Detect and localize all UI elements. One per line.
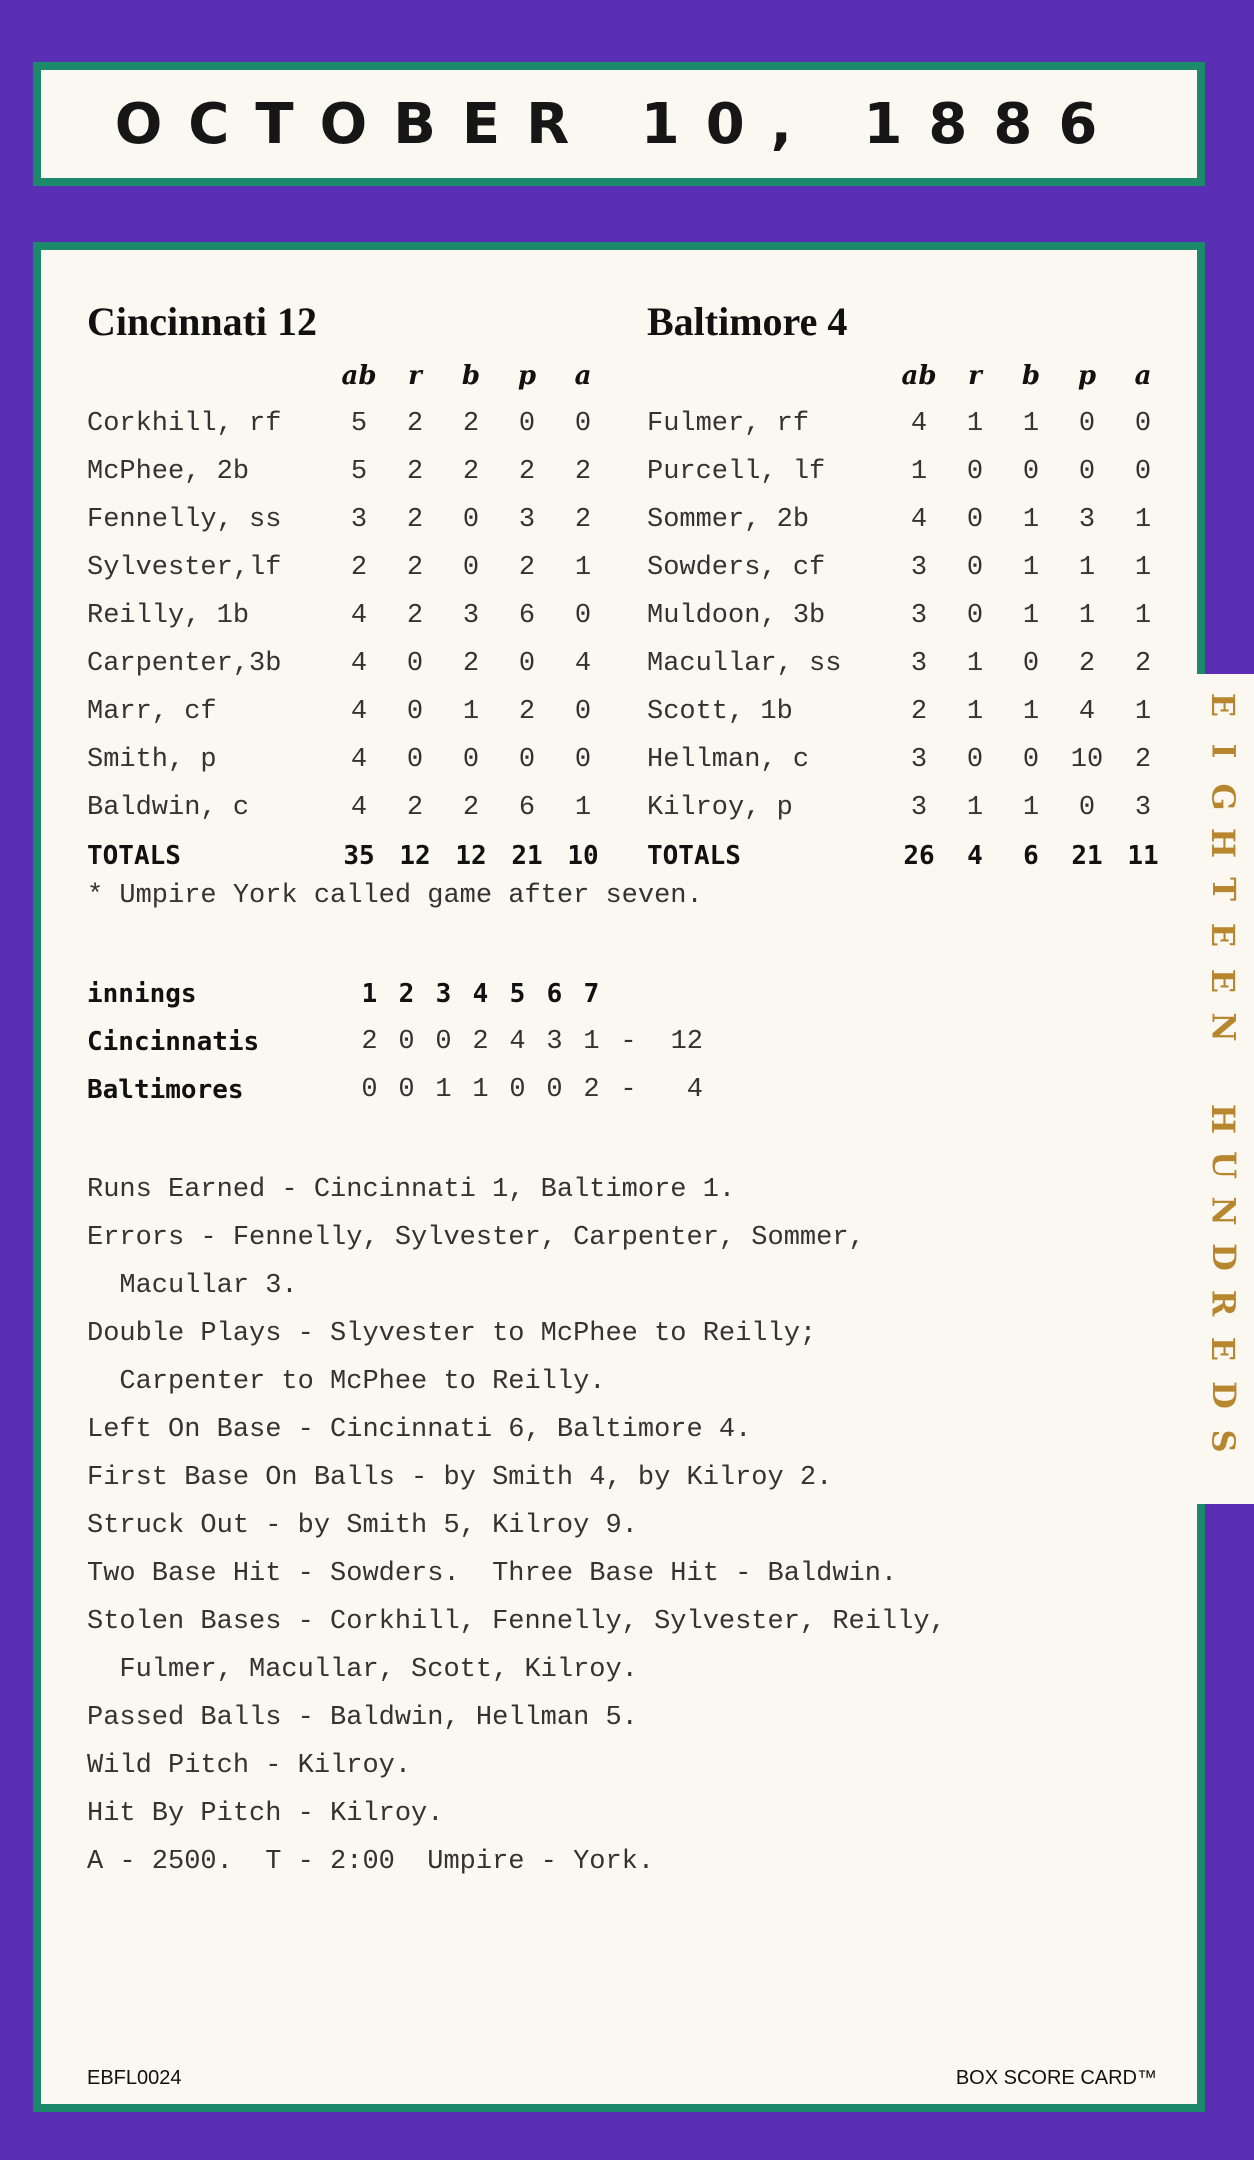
stat-r: 1: [966, 697, 984, 727]
inning-score: 0: [398, 1075, 415, 1105]
player-name: Sommer, 2b: [647, 505, 810, 535]
total-a: 11: [1127, 841, 1159, 871]
stat-r: 0: [966, 745, 984, 775]
stat-b: 2: [462, 457, 480, 487]
line-score-table: [87, 970, 703, 1114]
note-line: First Base On Balls - by Smith 4, by Kilroy 2.: [87, 1463, 833, 1493]
note-line: Stolen Bases - Corkhill, Fennelly, Sylvester, Reilly,: [87, 1607, 946, 1637]
total-r: 4: [967, 841, 983, 871]
totals-row: [647, 832, 1171, 880]
box-header-row: [647, 352, 1171, 400]
stat-a: 2: [574, 457, 592, 487]
stat-b: 1: [462, 697, 480, 727]
stat-ab: 2: [350, 553, 368, 583]
stat-p: 2: [1078, 649, 1096, 679]
player-row: [647, 400, 1171, 448]
home-box-table: [87, 352, 611, 880]
side-label-letter: G: [1204, 783, 1243, 811]
inning-score: 0: [398, 1027, 415, 1057]
stat-ab: 4: [350, 649, 368, 679]
note-line: Passed Balls - Baldwin, Hellman 5.: [87, 1703, 638, 1733]
inning-score: 2: [583, 1075, 600, 1105]
inning-number: 3: [435, 979, 452, 1009]
column-header-p: p: [1077, 361, 1097, 391]
stat-r: 2: [406, 601, 424, 631]
side-label-letter: H: [1204, 827, 1243, 859]
side-tab: [1193, 674, 1254, 1504]
note-line: Carpenter to McPhee to Reilly.: [87, 1367, 606, 1397]
player-row: [647, 688, 1171, 736]
player-name: Hellman, c: [647, 745, 810, 775]
stat-r: 2: [406, 409, 424, 439]
innings-label: innings: [87, 979, 197, 1009]
stat-ab: 4: [350, 697, 368, 727]
total-p: 21: [1071, 841, 1103, 871]
stat-ab: 4: [350, 793, 368, 823]
column-header-r: r: [408, 361, 422, 391]
column-header-ab: ab: [341, 361, 377, 391]
player-row: [87, 688, 611, 736]
player-name: Sylvester,lf: [87, 553, 282, 583]
note-line: Runs Earned - Cincinnati 1, Baltimore 1.: [87, 1175, 736, 1205]
inning-score: 1: [583, 1027, 600, 1057]
stat-ab: 3: [910, 649, 928, 679]
stat-r: 1: [966, 649, 984, 679]
stat-ab: 4: [350, 745, 368, 775]
note-line: Macullar 3.: [87, 1271, 298, 1301]
side-label-letter: D: [1204, 1381, 1243, 1409]
player-row: [87, 640, 611, 688]
player-row: [87, 496, 611, 544]
inning-score: 3: [546, 1027, 563, 1057]
inning-score: 0: [361, 1075, 378, 1105]
note-line: Fulmer, Macullar, Scott, Kilroy.: [87, 1655, 638, 1685]
stat-p: 0: [1078, 793, 1096, 823]
side-label-letter: H: [1204, 1103, 1243, 1135]
stat-a: 1: [1134, 697, 1152, 727]
column-header-a: a: [1134, 361, 1152, 391]
stat-ab: 5: [350, 409, 368, 439]
side-label-letter: N: [1204, 1012, 1243, 1042]
stat-a: 0: [574, 409, 592, 439]
note-line: Double Plays - Slyvester to McPhee to Reilly;: [87, 1319, 817, 1349]
stat-a: 2: [1134, 745, 1152, 775]
stat-ab: 4: [910, 505, 928, 535]
stat-a: 0: [1134, 409, 1152, 439]
stat-a: 2: [1134, 649, 1152, 679]
line-score-total: 12: [670, 1027, 703, 1057]
stat-r: 0: [406, 697, 424, 727]
stat-ab: 1: [910, 457, 928, 487]
stat-ab: 5: [350, 457, 368, 487]
stat-ab: 4: [350, 601, 368, 631]
inning-number: 7: [583, 979, 600, 1009]
stat-r: 0: [966, 457, 984, 487]
title-panel: [33, 62, 1205, 186]
umpire-note: * Umpire York called game after seven.: [87, 881, 703, 911]
player-row: [647, 784, 1171, 832]
inning-score: 0: [546, 1075, 563, 1105]
stat-r: 2: [406, 505, 424, 535]
stat-b: 0: [1022, 457, 1040, 487]
box-header-blank: [87, 352, 331, 400]
player-row: [647, 496, 1171, 544]
player-row: [87, 784, 611, 832]
player-row: [87, 400, 611, 448]
stat-r: 1: [966, 793, 984, 823]
innings-header-row: [87, 970, 703, 1018]
player-name: Sowders, cf: [647, 553, 826, 583]
total-b: 12: [455, 841, 487, 871]
note-line: Hit By Pitch - Kilroy.: [87, 1799, 444, 1829]
stat-r: 0: [406, 649, 424, 679]
note-line: Two Base Hit - Sowders. Three Base Hit - Baldwin.: [87, 1559, 898, 1589]
note-line: A - 2500. T - 2:00 Umpire - York.: [87, 1847, 655, 1877]
player-name: Kilroy, p: [647, 793, 793, 823]
stat-b: 0: [462, 553, 480, 583]
line-score-dash: -: [620, 1075, 637, 1105]
stat-b: 1: [1022, 553, 1040, 583]
stat-p: 6: [518, 601, 536, 631]
note-line: Errors - Fennelly, Sylvester, Carpenter, Sommer,: [87, 1223, 865, 1253]
card-brand: BOX SCORE CARD™: [955, 2067, 1157, 2089]
inning-score: 2: [361, 1027, 378, 1057]
stat-ab: 2: [910, 697, 928, 727]
note-line: Struck Out - by Smith 5, Kilroy 9.: [87, 1511, 638, 1541]
stat-a: 4: [574, 649, 592, 679]
side-label-letter: T: [1204, 877, 1243, 901]
total-r: 12: [399, 841, 431, 871]
player-row: [647, 592, 1171, 640]
away-team-header: Baltimore 4: [647, 299, 848, 344]
player-row: [647, 448, 1171, 496]
player-name: Marr, cf: [87, 697, 217, 727]
stat-a: 2: [574, 505, 592, 535]
page-title: OCTOBER 10, 1886: [114, 91, 1124, 157]
player-row: [87, 544, 611, 592]
stat-p: 0: [518, 745, 536, 775]
note-line: Wild Pitch - Kilroy.: [87, 1751, 412, 1781]
stat-b: 3: [462, 601, 480, 631]
side-label-letter: U: [1204, 1151, 1243, 1179]
line-score-team: Baltimores: [87, 1075, 244, 1105]
stat-r: 2: [406, 793, 424, 823]
column-header-p: p: [517, 361, 537, 391]
inning-number: 5: [509, 979, 526, 1009]
side-label-letter: E: [1204, 968, 1243, 994]
player-name: Corkhill, rf: [87, 409, 282, 439]
player-name: McPhee, 2b: [87, 457, 250, 487]
inning-score: 4: [509, 1027, 526, 1057]
stat-b: 0: [1022, 649, 1040, 679]
stat-p: 4: [1078, 697, 1096, 727]
side-label-letter: E: [1204, 692, 1243, 718]
inning-number: 6: [546, 979, 563, 1009]
stat-r: 0: [406, 745, 424, 775]
stat-ab: 3: [910, 745, 928, 775]
stat-p: 2: [518, 697, 536, 727]
stat-a: 0: [1134, 457, 1152, 487]
stat-a: 0: [574, 745, 592, 775]
inning-score: 0: [435, 1027, 452, 1057]
stat-b: 1: [1022, 601, 1040, 631]
inning-number: 1: [361, 979, 378, 1009]
stat-b: 1: [1022, 697, 1040, 727]
stat-a: 1: [574, 793, 592, 823]
total-p: 21: [511, 841, 543, 871]
stat-b: 2: [462, 649, 480, 679]
card-code: EBFL0024: [87, 2067, 182, 2089]
player-name: Purcell, lf: [647, 457, 826, 487]
stat-p: 0: [518, 649, 536, 679]
player-name: Smith, p: [87, 745, 217, 775]
stat-r: 1: [966, 409, 984, 439]
inning-score: 0: [509, 1075, 526, 1105]
stat-r: 0: [966, 553, 984, 583]
column-header-r: r: [968, 361, 982, 391]
stat-p: 3: [518, 505, 536, 535]
stat-ab: 3: [350, 505, 368, 535]
side-label-letter: E: [1204, 1336, 1243, 1362]
stat-p: 2: [518, 457, 536, 487]
stat-p: 6: [518, 793, 536, 823]
stat-b: 1: [1022, 505, 1040, 535]
stat-p: 0: [1078, 457, 1096, 487]
player-row: [87, 592, 611, 640]
stat-ab: 3: [910, 553, 928, 583]
stat-p: 10: [1070, 745, 1104, 775]
side-label: [1193, 674, 1254, 1504]
side-label-letter: I: [1204, 743, 1243, 759]
line-score-team: Cincinnatis: [87, 1027, 260, 1057]
player-name: Scott, 1b: [647, 697, 793, 727]
box-score-content: [41, 250, 1197, 2104]
player-row: [647, 544, 1171, 592]
totals-label: TOTALS: [87, 841, 181, 871]
inning-number: 4: [472, 979, 489, 1009]
inning-score: 1: [435, 1075, 452, 1105]
line-score-row: [87, 1018, 703, 1066]
stat-a: 1: [574, 553, 592, 583]
game-notes: [87, 1166, 946, 1886]
player-name: Fennelly, ss: [87, 505, 282, 535]
stat-b: 0: [1022, 745, 1040, 775]
stat-b: 2: [462, 793, 480, 823]
total-a: 10: [567, 841, 599, 871]
player-row: [647, 736, 1171, 784]
stat-r: 2: [406, 553, 424, 583]
stat-p: 2: [518, 553, 536, 583]
side-label-letter: D: [1204, 1243, 1243, 1271]
stat-p: 0: [518, 409, 536, 439]
stat-ab: 3: [910, 601, 928, 631]
player-name: Fulmer, rf: [647, 409, 810, 439]
stat-r: 2: [406, 457, 424, 487]
total-ab: 35: [343, 841, 375, 871]
title-inner: [41, 70, 1197, 178]
side-label-letter: E: [1204, 922, 1243, 948]
total-b: 6: [1023, 841, 1039, 871]
line-score-row: [87, 1066, 703, 1114]
stat-a: 1: [1134, 601, 1152, 631]
away-box-table: [647, 352, 1171, 880]
stat-r: 0: [966, 505, 984, 535]
player-name: Macullar, ss: [647, 649, 842, 679]
box-header-row: [87, 352, 611, 400]
stat-a: 0: [574, 601, 592, 631]
player-row: [647, 640, 1171, 688]
stat-b: 0: [462, 505, 480, 535]
inning-number: 2: [398, 979, 415, 1009]
stat-p: 3: [1078, 505, 1096, 535]
stat-b: 1: [1022, 409, 1040, 439]
inning-score: 1: [472, 1075, 489, 1105]
line-score-dash: -: [620, 1027, 637, 1057]
stat-b: 0: [462, 745, 480, 775]
note-line: Left On Base - Cincinnati 6, Baltimore 4.: [87, 1415, 752, 1445]
totals-label: TOTALS: [647, 841, 741, 871]
player-name: Reilly, 1b: [87, 601, 250, 631]
box-header-blank: [647, 352, 891, 400]
stat-r: 0: [966, 601, 984, 631]
side-label-letter: R: [1204, 1289, 1243, 1317]
stat-p: 1: [1078, 601, 1096, 631]
stat-a: 1: [1134, 553, 1152, 583]
column-header-ab: ab: [901, 361, 937, 391]
column-header-b: b: [461, 361, 481, 391]
player-name: Carpenter,3b: [87, 649, 282, 679]
player-row: [87, 448, 611, 496]
home-team-header: Cincinnati 12: [87, 299, 318, 344]
side-label-letter: N: [1204, 1196, 1243, 1226]
stat-ab: 4: [910, 409, 928, 439]
player-row: [87, 736, 611, 784]
inning-score: 2: [472, 1027, 489, 1057]
stat-b: 1: [1022, 793, 1040, 823]
box-score-panel: [33, 242, 1205, 2112]
stat-a: 0: [574, 697, 592, 727]
stat-ab: 3: [910, 793, 928, 823]
stat-p: 0: [1078, 409, 1096, 439]
stat-a: 1: [1134, 505, 1152, 535]
total-ab: 26: [903, 841, 935, 871]
stat-a: 3: [1134, 793, 1152, 823]
side-label-letter: S: [1204, 1429, 1243, 1453]
player-name: Baldwin, c: [87, 793, 250, 823]
stat-p: 1: [1078, 553, 1096, 583]
stat-b: 2: [462, 409, 480, 439]
player-name: Muldoon, 3b: [647, 601, 826, 631]
line-score-total: 4: [686, 1075, 703, 1105]
column-header-a: a: [574, 361, 592, 391]
column-header-b: b: [1021, 361, 1041, 391]
